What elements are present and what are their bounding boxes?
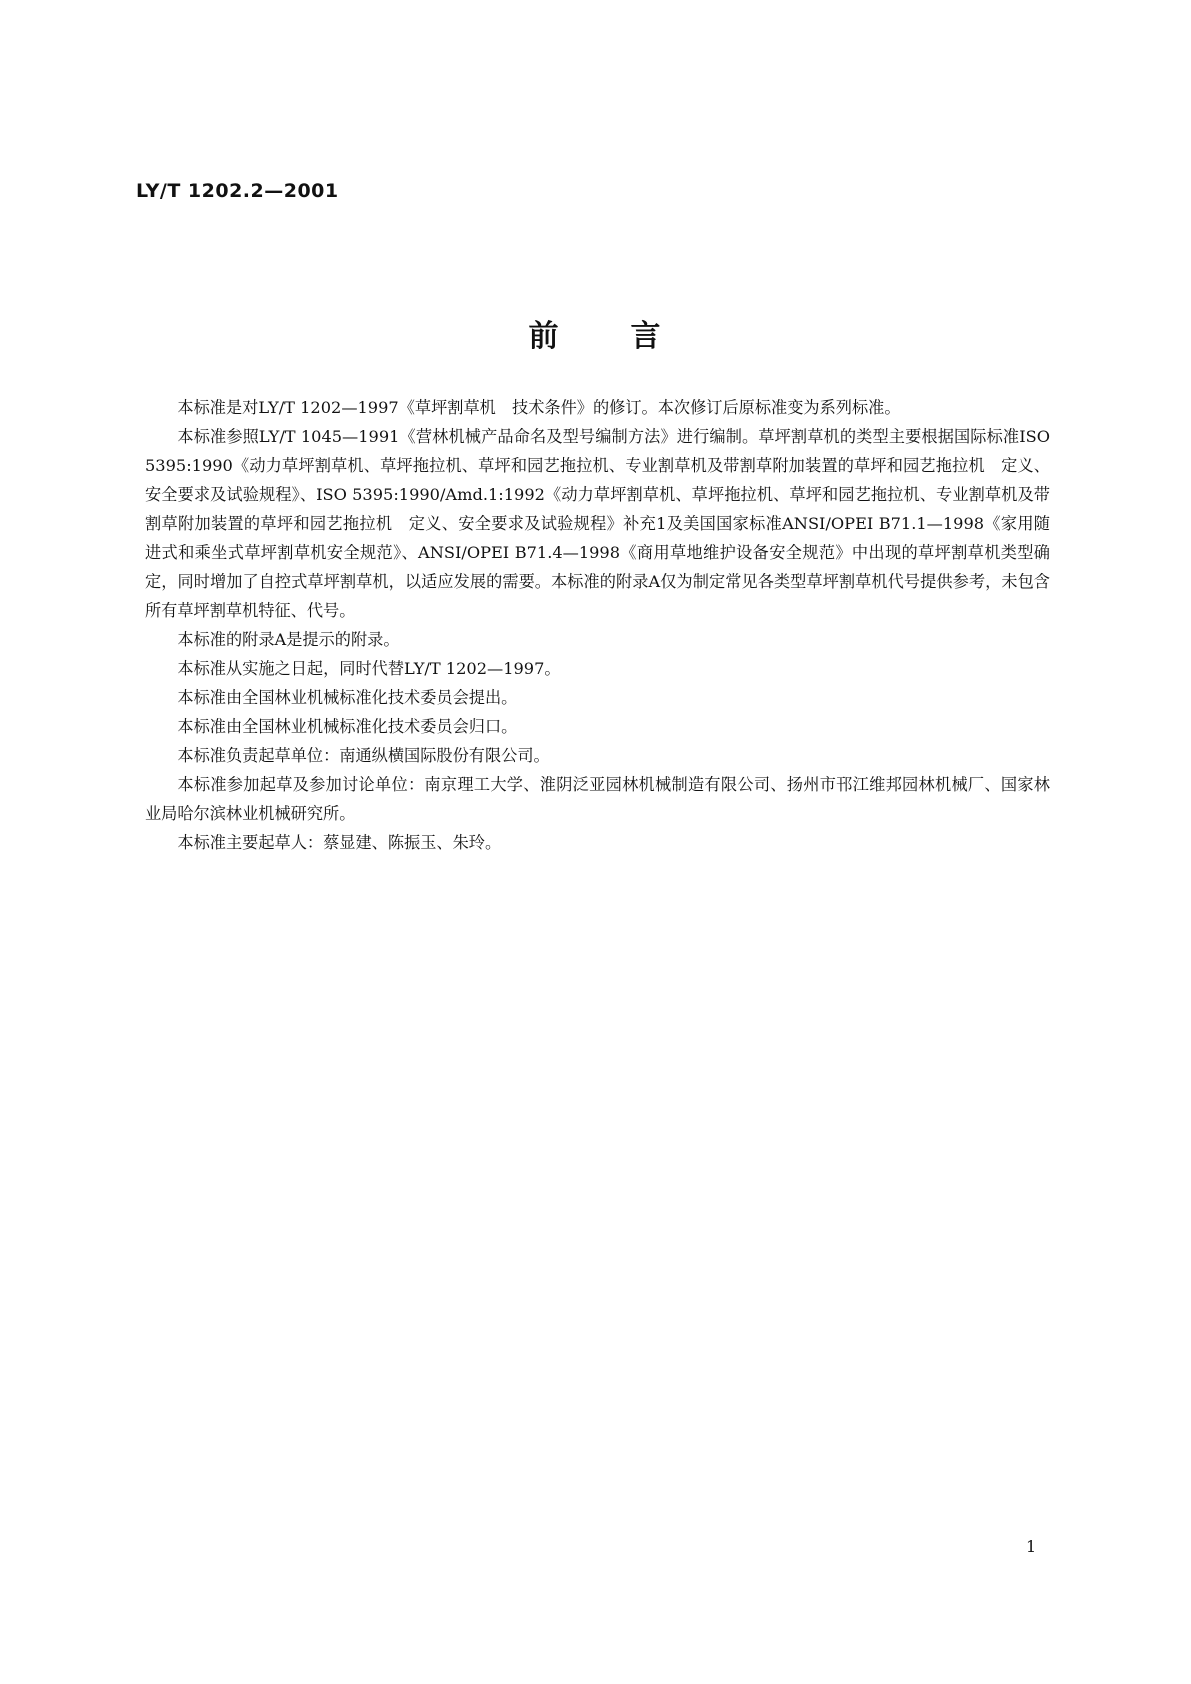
paragraph-drafting-unit: 本标准负责起草单位：南通纵横国际股份有限公司。 — [177, 746, 550, 765]
page-title — [0, 311, 1191, 355]
paragraph-replacement: 本标准从实施之日起，同时代替LY/T 1202—1997。 — [177, 659, 561, 678]
title-char-2: 言 — [630, 319, 663, 354]
paragraph-centralized: 本标准由全国林业机械标准化技术委员会归口。 — [177, 717, 518, 736]
standard-number: LY/T 1202.2—2001 — [136, 180, 339, 202]
preface-body — [145, 393, 1050, 857]
paragraph-revision: 本标准是对LY/T 1202—1997《草坪割草机 技术条件》的修订。本次修订后原标准变为系列标准。 — [177, 398, 901, 417]
paragraph-drafters: 本标准主要起草人：蔡显建、陈振玉、朱玲。 — [177, 833, 502, 852]
paragraph-proposer: 本标准由全国林业机械标准化技术委员会提出。 — [177, 688, 518, 707]
paragraph-appendix: 本标准的附录A是提示的附录。 — [177, 630, 400, 649]
page-number: 1 — [1026, 1537, 1037, 1556]
paragraph-participating-units: 本标准参加起草及参加讨论单位：南京理工大学、淮阴泛亚园林机械制造有限公司、扬州市邗江维邦园林机械厂、国家林业局哈尔滨林业机械研究所。 — [145, 775, 1050, 823]
title-char-1: 前 — [528, 319, 561, 354]
paragraph-reference: 本标准参照LY/T 1045—1991《营林机械产品命名及型号编制方法》进行编制。草坪割草机的类型主要根据国际标准ISO 5395:1990《动力草坪割草机、草坪拖拉机、草坪和园艺拖拉机、专业割草机及带割草附加装置的草坪和园艺拖拉机 定义、安全要求及试验规程》、ISO 5395:1990/Amd.1:1992《动力草坪割草机、草坪拖拉机、草坪和园艺拖拉机、专业割草机及带割草附加装置的草坪和园艺拖拉机 定义、安全要求及试验规程》补充1及美国国家标准ANSI/OPEI B71.1—1998《家用随进式和乘坐式草坪割草机安全规范》、ANSI/OPEI B71.4—1998《商用草地维护设备安全规范》中出现的草坪割草机类型确定，同时增加了自控式草坪割草机，以适应发展的需要。本标准的附录A仅为制定常见各类型草坪割草机代号提供参考，未包含所有草坪割草机特征、代号。 — [145, 427, 1050, 620]
